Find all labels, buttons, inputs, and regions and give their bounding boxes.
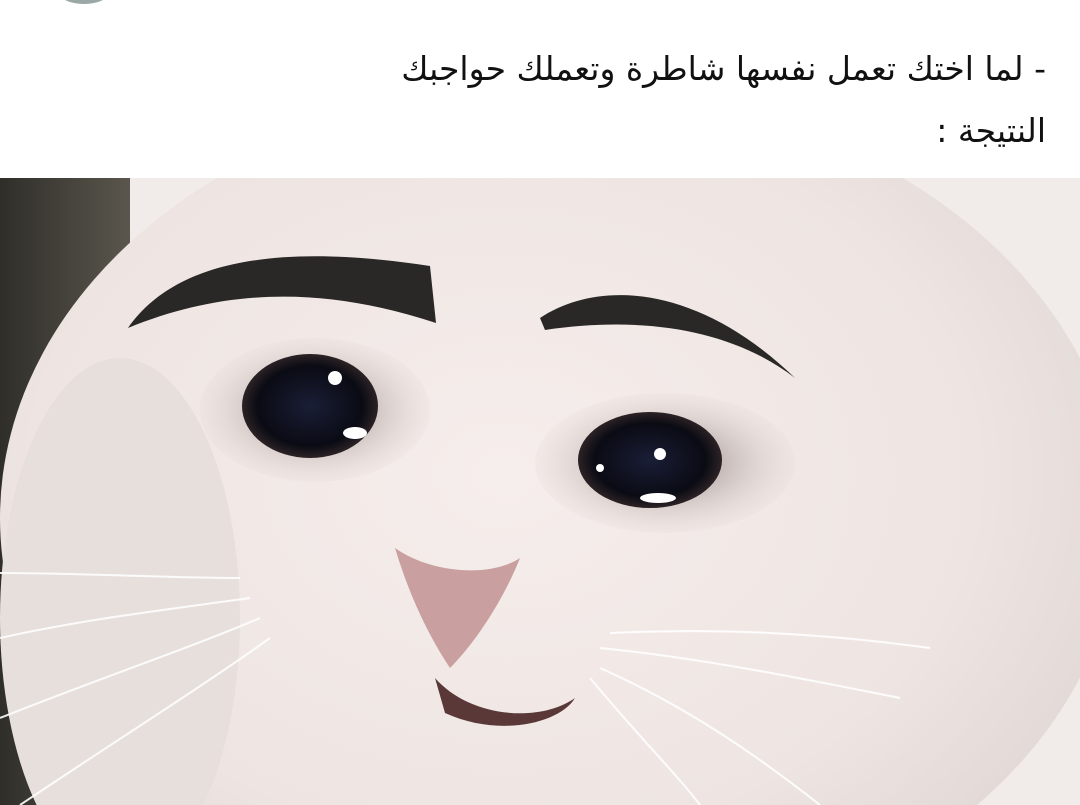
eye-right-tear bbox=[640, 493, 676, 503]
caption-line-2: النتيجة : bbox=[936, 111, 1046, 150]
eye-left bbox=[242, 354, 378, 458]
caption-line-1: - لما اختك تعمل نفسها شاطرة وتعملك حواجبك bbox=[401, 49, 1046, 88]
crying-cat-illustration bbox=[0, 178, 1080, 805]
eye-right-tear-drop bbox=[596, 464, 604, 472]
avatar[interactable] bbox=[58, 0, 110, 4]
post-caption bbox=[286, 38, 1046, 162]
eye-left-highlight bbox=[328, 371, 342, 385]
eye-left-tear bbox=[343, 427, 367, 439]
post-photo[interactable] bbox=[0, 178, 1080, 805]
eye-right-highlight bbox=[654, 448, 666, 460]
